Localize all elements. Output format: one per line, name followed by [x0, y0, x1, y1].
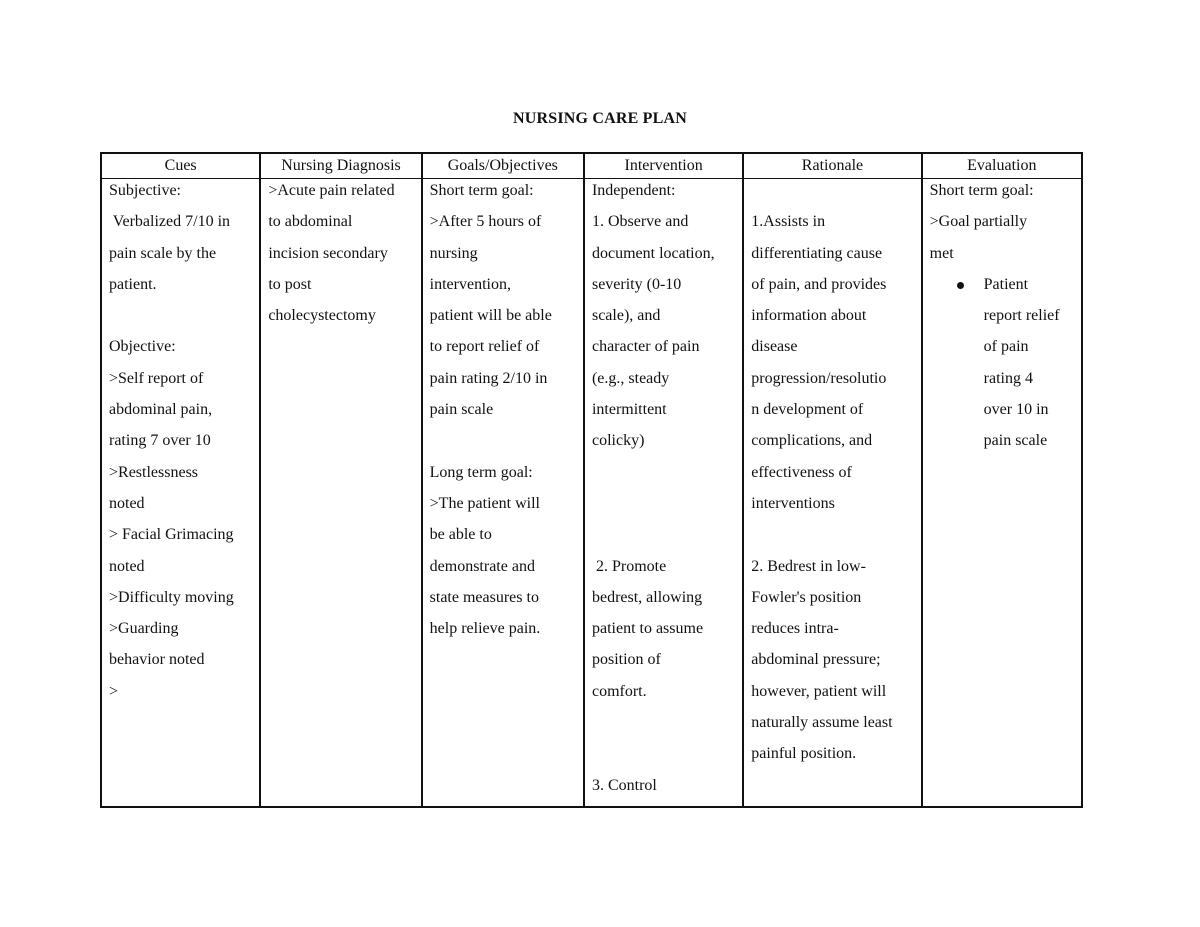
rationale-line: naturally assume least — [751, 714, 893, 732]
header-intervention: Intervention — [584, 153, 743, 179]
diagnosis-line: to abdominal — [268, 213, 353, 231]
evaluation-bullet-line: over 10 in — [983, 401, 1049, 419]
goals-line: >The patient will — [429, 494, 540, 512]
rationale-line: painful position. — [751, 745, 857, 763]
intervention-line — [592, 711, 742, 742]
cues-line: pain scale by the — [109, 244, 217, 262]
cues-line: Objective: — [109, 338, 176, 356]
evaluation-bullet-text: Patient — [983, 275, 1029, 293]
table-row — [101, 179, 1082, 808]
intervention-line: intermittent — [591, 401, 667, 419]
goals-line: be able to — [429, 526, 492, 544]
rationale-line: effectiveness of — [751, 463, 852, 481]
cues-line: >Self report of — [109, 369, 204, 387]
intervention-line: position of — [591, 651, 661, 669]
header-nursing-diagnosis: Nursing Diagnosis — [260, 153, 421, 179]
rationale-line: complications, and — [751, 432, 873, 450]
header-goals-objectives: Goals/Objectives — [422, 153, 584, 179]
rationale-line: information about — [751, 307, 867, 325]
evaluation-bullet-line: report relief — [983, 307, 1060, 325]
rationale-line: interventions — [751, 494, 835, 512]
evaluation-cell — [922, 179, 1082, 808]
goals-line: pain rating 2/10 in — [429, 369, 548, 387]
evaluation-bullet-line — [930, 273, 1081, 304]
cues-line: > — [109, 682, 119, 700]
cues-line: abdominal pain, — [109, 401, 213, 419]
intervention-line: Independent: — [591, 182, 676, 199]
goals-line — [430, 429, 583, 460]
rationale-line: of pain, and provides — [751, 275, 887, 293]
diagnosis-line: to post — [268, 275, 312, 293]
intervention-line: severity (0-10 — [591, 275, 682, 293]
rationale-line: progression/resolutio — [751, 369, 887, 387]
cues-line: > Facial Grimacing — [109, 526, 234, 544]
cues-line: >Guarding — [109, 620, 179, 638]
intervention-line: (e.g., steady — [591, 369, 670, 387]
cues-line: patient. — [109, 275, 157, 293]
cues-line: >Difficulty moving — [109, 588, 234, 606]
evaluation-line: met — [929, 244, 954, 262]
header-evaluation: Evaluation — [922, 153, 1082, 179]
evaluation-bullet-line: rating 4 — [983, 369, 1033, 387]
goals-line: to report relief of — [429, 338, 540, 356]
goals-line: Short term goal: — [429, 182, 534, 199]
intervention-line — [592, 742, 742, 773]
evaluation-line: Short term goal: — [929, 182, 1034, 199]
care-plan-table — [100, 152, 1083, 808]
cues-line: rating 7 over 10 — [109, 432, 211, 450]
goals-line: Long term goal: — [429, 463, 533, 481]
intervention-line: scale), and — [591, 307, 661, 325]
goals-line: pain scale — [429, 401, 494, 419]
intervention-line: bedrest, allowing — [591, 588, 703, 606]
rationale-cell — [743, 179, 921, 808]
intervention-line — [592, 523, 742, 554]
goals-line: >After 5 hours of — [429, 213, 542, 231]
rationale-line — [751, 523, 920, 554]
cues-cell — [101, 179, 260, 808]
goals-line: help relieve pain. — [429, 620, 541, 638]
goals-line: demonstrate and — [429, 557, 535, 575]
goals-line: intervention, — [429, 275, 511, 293]
evaluation-bullet-line: of pain — [983, 338, 1029, 356]
intervention-line: comfort. — [591, 682, 647, 700]
cues-line — [109, 304, 259, 335]
intervention-line — [592, 492, 742, 523]
intervention-line — [592, 461, 742, 492]
goals-line: state measures to — [429, 588, 539, 606]
rationale-line: Fowler's position — [751, 588, 862, 606]
rationale-line: 2. Bedrest in low- — [751, 557, 866, 575]
rationale-line: reduces intra- — [751, 620, 839, 638]
cues-line: noted — [109, 557, 145, 575]
rationale-line: however, patient will — [751, 682, 887, 700]
bullet-dot-icon — [957, 282, 964, 289]
page-title: NURSING CARE PLAN — [512, 110, 688, 127]
goals-line: nursing — [429, 244, 478, 262]
rationale-line — [751, 179, 920, 210]
intervention-line: 3. Control — [591, 776, 657, 794]
cues-line: Verbalized 7/10 in — [109, 213, 231, 231]
diagnosis-cell — [260, 179, 421, 808]
rationale-line: differentiating cause — [751, 244, 883, 262]
cues-line: >Restlessness — [109, 463, 199, 481]
rationale-line: abdominal pressure; — [751, 651, 881, 669]
diagnosis-line: >Acute pain related — [268, 182, 395, 199]
intervention-line: character of pain — [591, 338, 700, 356]
diagnosis-line: incision secondary — [268, 244, 388, 262]
intervention-line: document location, — [591, 244, 715, 262]
goals-line: patient will be able — [429, 307, 552, 325]
rationale-line: n development of — [751, 401, 864, 419]
intervention-cell — [584, 179, 743, 808]
intervention-line: 1. Observe and — [591, 213, 689, 231]
goals-cell — [422, 179, 584, 808]
evaluation-line: >Goal partially — [929, 213, 1028, 231]
cues-line: behavior noted — [109, 651, 205, 669]
cues-line: Subjective: — [109, 182, 181, 199]
diagnosis-line: cholecystectomy — [268, 307, 376, 325]
table-header-row — [101, 153, 1082, 179]
intervention-line: patient to assume — [591, 620, 704, 638]
header-cues: Cues — [101, 153, 260, 179]
intervention-line: colicky) — [591, 432, 645, 450]
cues-line: noted — [109, 494, 145, 512]
evaluation-bullet-line: pain scale — [983, 432, 1048, 450]
header-rationale: Rationale — [743, 153, 921, 179]
rationale-line: disease — [751, 338, 798, 356]
intervention-line: 2. Promote — [591, 557, 667, 575]
rationale-line: 1.Assists in — [751, 213, 826, 231]
